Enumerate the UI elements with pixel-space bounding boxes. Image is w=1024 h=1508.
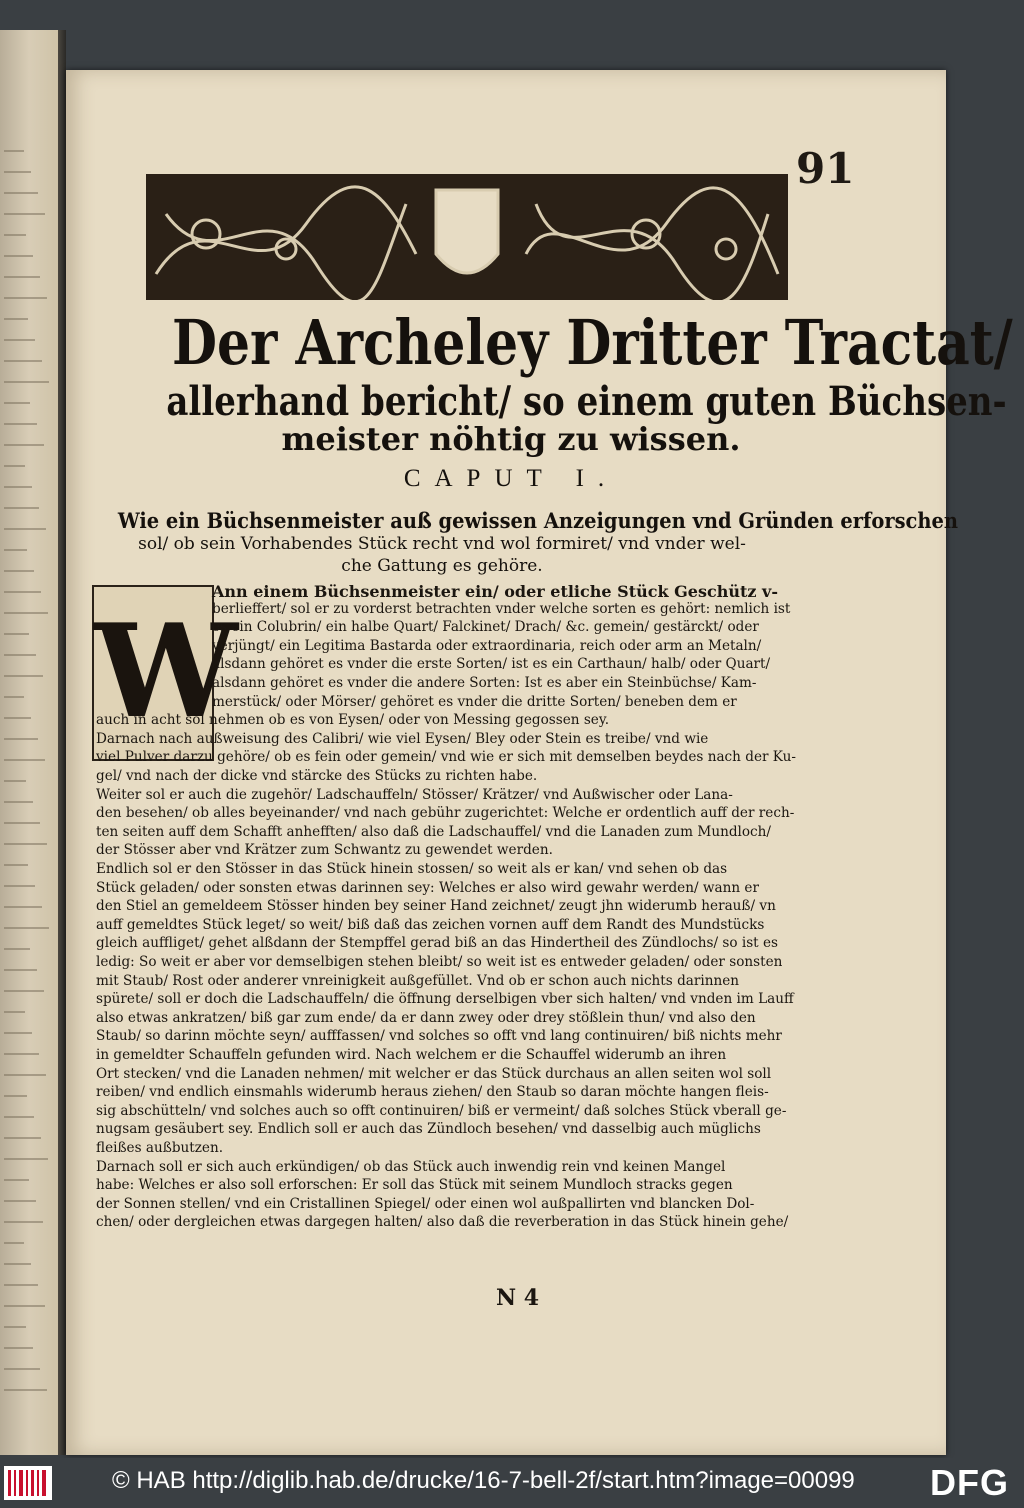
left-page-text-trace <box>4 528 46 530</box>
left-page-text-trace <box>4 1326 26 1328</box>
text-line: in gemeldter Schauffeln gefunden wird. Nach welchem er die Schauffel widerumb an ihren <box>96 1047 727 1063</box>
left-page-text-trace <box>4 780 26 782</box>
left-page-text-trace <box>4 339 35 341</box>
text-line: reiben/ vnd endlich einsmahls widerumb heraus ziehen/ den Staub so daran möchte hangen fleis- <box>96 1084 769 1101</box>
left-page-text-trace <box>4 297 47 299</box>
text-line: den besehen/ ob alles beyeinander/ vnd nach gebühr zugerichtet: Welche er ordentlich auff der rech- <box>96 805 795 822</box>
caput-heading: CAPUT I. <box>403 465 619 492</box>
chapter-subtitle-line-2: meister nöhtig zu wissen. <box>281 420 741 458</box>
text-line: nugsam gesäubert sey. Endlich soll er auch das Zündloch besehen/ vnd dasselbig auch müglichs <box>96 1121 761 1138</box>
left-page-text-trace <box>4 1179 29 1181</box>
left-page-text-trace <box>4 1200 36 1202</box>
text-line: der Sonnen stellen/ vnd ein Cristallinen Spiegel/ oder einen wol außpallirten vnd blancken Dol- <box>96 1195 755 1212</box>
left-page-text-trace <box>4 444 44 446</box>
text-line: verjüngt/ ein Legitima Bastarda oder extraordinaria, reich oder arm an Metaln/ <box>212 637 762 654</box>
page-number: 91 <box>796 144 855 193</box>
text-line: habe: Welches er also soll erforschen: Er soll das Stück mit seinem Mundloch stracks gegen <box>96 1177 733 1194</box>
barcode-icon <box>4 1466 52 1500</box>
text-line: Darnach nach außweisung des Calibri/ wie viel Eysen/ Bley oder Stein es treibe/ vnd wie <box>96 730 709 747</box>
section-heading-line-3: che Gattung es gehöre. <box>341 556 543 576</box>
left-page-text-trace <box>4 150 24 152</box>
book-gutter <box>58 30 66 1455</box>
left-page-text-trace <box>4 1137 41 1139</box>
left-page-text-trace <box>4 171 31 173</box>
text-line: berlieffert/ sol er zu vorderst betrachten vnder welche sorten es gehört: nemlich ist <box>212 600 791 617</box>
left-page-text-trace <box>4 213 45 215</box>
left-page-text-trace <box>4 633 29 635</box>
left-page-text-trace <box>4 402 30 404</box>
left-page-text-trace <box>4 1368 40 1370</box>
left-page-text-trace <box>4 1284 38 1286</box>
left-page-text-trace <box>4 738 38 740</box>
chapter-subtitle-line-1: allerhand bericht/ so einem guten Büchsen- <box>166 378 1007 425</box>
text-line: alsdann gehöret es vnder die andere Sorten: Ist es aber ein Steinbüchse/ Kam- <box>212 675 757 691</box>
left-page-text-trace <box>4 1389 47 1391</box>
left-page-text-trace <box>4 381 49 383</box>
text-line: Staub/ so darinn möchte seyn/ aufffassen/ vnd solches so offt vnd lang continuiren/ biß nichts mehr <box>96 1028 782 1045</box>
left-page-text-trace <box>4 1011 25 1013</box>
left-page-text-trace <box>4 1158 48 1160</box>
left-page-text-trace <box>4 1263 31 1265</box>
left-page-text-trace <box>4 906 42 908</box>
left-page-text-trace <box>4 696 24 698</box>
left-page-text-trace <box>4 1032 32 1034</box>
left-page-text-trace <box>4 549 27 551</box>
text-line: also etwas ankratzen/ biß gar zum ende/ da er dann zwey oder drey stößlein thun/ vnd also den <box>96 1009 756 1026</box>
text-line: Ann einem Büchsenmeister ein/ oder etliche Stück Geschütz v- <box>212 582 778 601</box>
initial-letter: W <box>94 597 238 747</box>
text-line: merstück/ oder Mörser/ gehöret es vnder die dritte Sorten/ beneben dem er <box>212 693 737 710</box>
left-page-text-trace <box>4 1347 33 1349</box>
left-page-text-trace <box>4 1074 46 1076</box>
left-page-text-trace <box>4 570 34 572</box>
text-line: alsdann gehöret es vnder die erste Sorten/ ist es ein Carthaun/ halb/ oder Quart/ <box>212 656 771 673</box>
left-page-text-trace <box>4 1221 43 1223</box>
left-page-text-trace <box>4 969 37 971</box>
left-page-text-trace <box>4 1116 34 1118</box>
text-line: auff gemeldtes Stück leget/ so weit/ biß daß das zeichen vornen auff dem Randt des Mundstücks <box>96 916 765 933</box>
dfg-logo: DFG <box>930 1462 1009 1503</box>
text-line: der Stösser aber vnd Krätzer zum Schwantz zu gewendet werden. <box>96 842 553 859</box>
text-line: Weiter sol er auch die zugehör/ Ladschauffeln/ Stösser/ Krätzer/ vnd Außwischer oder Lana- <box>96 786 733 803</box>
left-page-text-trace <box>4 885 35 887</box>
text-line: fleißes außbutzen. <box>96 1140 224 1156</box>
text-line: Darnach soll er sich auch erkündigen/ ob das Stück auch inwendig rein vnd keinen Mangel <box>96 1158 726 1175</box>
section-heading-line-2: sol/ ob sein Vorhabendes Stück recht vnd wol formiret/ vnd vnder wel- <box>138 534 746 554</box>
text-line: es ein Colubrin/ ein halbe Quart/ Falckinet/ Drach/ &c. gemein/ gestärckt/ oder <box>212 619 759 636</box>
left-page-text-trace <box>4 717 31 719</box>
left-page-text-trace <box>4 675 43 677</box>
text-line: sig abschütteln/ vnd solches auch so offt continuiren/ biß er vermeint/ daß solches Stück vberall ge- <box>96 1102 787 1119</box>
text-line: mit Staub/ Rost oder anderer vnreinigkeit außgefüllet. Vnd ob er schon auch nichts darinnen <box>96 972 740 989</box>
left-page-edge <box>0 30 60 1455</box>
text-line: gel/ vnd nach der dicke vnd stärcke des Stücks zu richten habe. <box>96 768 538 784</box>
book-page <box>66 70 1013 1455</box>
left-page-text-trace <box>4 507 39 509</box>
left-page-text-trace <box>4 486 32 488</box>
left-page-text-trace <box>4 822 40 824</box>
copyright-link[interactable]: © HAB http://diglib.hab.de/drucke/16-7-bell-2f/start.htm?image=00099 <box>112 1467 855 1494</box>
left-page-text-trace <box>4 654 36 656</box>
ornamental-headpiece-icon <box>146 174 788 300</box>
text-line: spürete/ soll er doch die Ladschauffeln/ die öffnung derselbigen vber sich halten/ vnd vnden im Lauff <box>96 991 794 1008</box>
signature-mark: N 4 <box>496 1285 540 1311</box>
chapter-title: Der Archeley Dritter Tractat/ <box>172 306 1013 379</box>
left-page-text-trace <box>4 990 44 992</box>
left-page-text-trace <box>4 234 26 236</box>
text-line: Ort stecken/ vnd die Lanaden nehmen/ mit welcher er das Stück durchaus an allen seiten wol soll <box>96 1065 772 1082</box>
left-page-text-trace <box>4 1305 45 1307</box>
left-page-text-trace <box>4 843 47 845</box>
text-line: Endlich sol er den Stösser in das Stück hinein stossen/ so weit als er kan/ vnd sehen ob das <box>96 861 728 877</box>
text-line: auch in acht sol nehmen ob es von Eysen/ oder von Messing gegossen sey. <box>96 712 610 729</box>
left-page-text-trace <box>4 948 30 950</box>
text-line: chen/ oder dergleichen etwas dargegen halten/ also daß die reverberation in das Stück hinein gehe/ <box>96 1214 789 1231</box>
text-line: Stück geladen/ oder sonsten etwas darinnen sey: Welches er also wird gewahr werden/ wann er <box>96 879 759 896</box>
left-page-text-trace <box>4 423 37 425</box>
text-line: ten seiten auff dem Schafft anhefften/ also daß die Ladschauffel/ vnd die Lanaden zum Mundloch/ <box>96 823 772 840</box>
text-line: gleich auffliget/ gehet alßdann der Stempffel gerad biß an das Hindertheil des Zündlochs/ so ist es <box>96 935 778 952</box>
left-page-text-trace <box>4 360 42 362</box>
left-page-text-trace <box>4 759 45 761</box>
left-page-text-trace <box>4 1242 24 1244</box>
left-page-text-trace <box>4 318 28 320</box>
left-page-text-trace <box>4 612 48 614</box>
left-page-text-trace <box>4 1095 27 1097</box>
left-page-text-trace <box>4 192 38 194</box>
text-line: den Stiel an gemeldeem Stösser hinden bey seiner Hand zeichnet/ zeugt jhn widerumb herauß/ vn <box>96 898 776 915</box>
left-page-text-trace <box>4 276 40 278</box>
left-page-text-trace <box>4 864 28 866</box>
footer-bar <box>0 1458 1024 1508</box>
left-page-text-trace <box>4 591 41 593</box>
left-page-text-trace <box>4 465 25 467</box>
left-page-text-trace <box>4 927 49 929</box>
text-line: viel Pulver darzu gehöre/ ob es fein oder gemein/ vnd wie er sich mit demselben beydes nach der Ku- <box>96 749 797 766</box>
left-page-text-trace <box>4 801 33 803</box>
text-line: ledig: So weit er aber vor demselbigen stehen bleibt/ so weit ist es entweder geladen/ oder sonsten <box>96 954 783 970</box>
left-page-text-trace <box>4 255 33 257</box>
left-page-text-trace <box>4 1053 39 1055</box>
section-heading-line-1: Wie ein Büchsenmeister auß gewissen Anzeigungen vnd Gründen erforschen <box>117 508 959 533</box>
